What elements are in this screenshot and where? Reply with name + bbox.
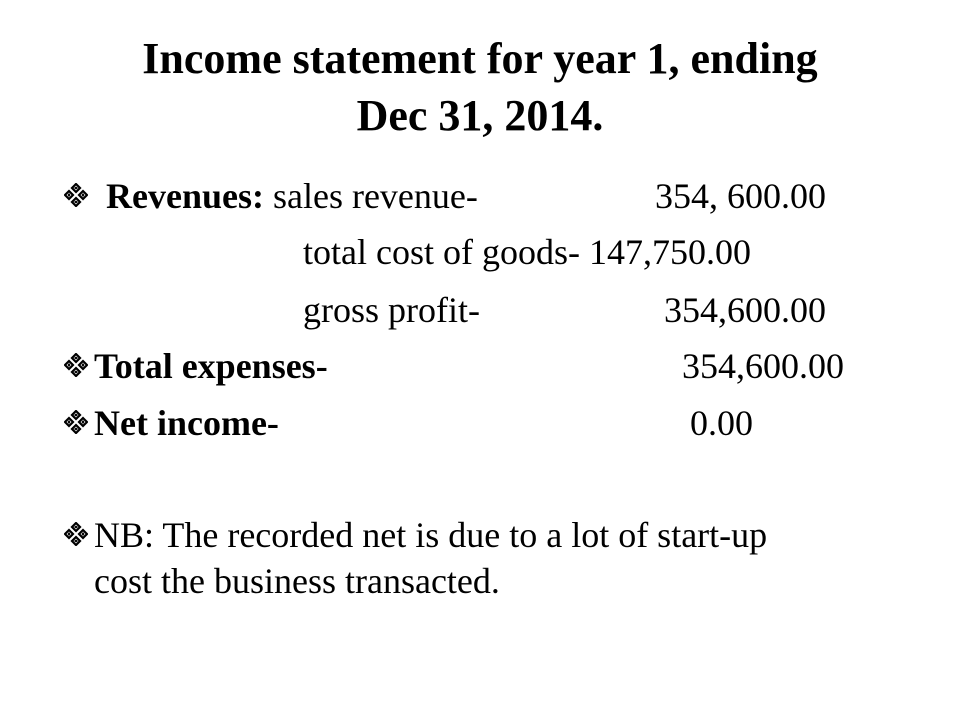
sales-revenue-label: sales revenue- — [272, 176, 478, 216]
cost-of-goods-row — [303, 232, 751, 272]
sales-revenue-amount: 354, 600.00 — [655, 176, 826, 216]
note-line-1: NB: The recorded net is due to a lot of start-up — [94, 515, 768, 555]
cost-of-goods-label: total cost of goods- — [303, 232, 580, 272]
four-diamond-bullet-icon — [64, 353, 88, 377]
net-income-amount: 0.00 — [690, 403, 753, 443]
total-expenses-amount: 354,600.00 — [682, 346, 844, 386]
four-diamond-bullet-icon — [64, 410, 88, 434]
total-expenses-label: Total expenses- — [94, 346, 328, 386]
note-line-2: cost the business transacted. — [94, 561, 500, 601]
title-line-2: Dec 31, 2014. — [356, 91, 604, 140]
four-diamond-bullet-icon — [64, 522, 88, 546]
cost-of-goods-amount: 147,750.00 — [588, 232, 751, 272]
four-diamond-bullet-icon — [64, 183, 88, 207]
gross-profit-amount: 354,600.00 — [664, 290, 826, 330]
net-income-label: Net income- — [94, 403, 279, 443]
slide-title — [0, 30, 960, 144]
gross-profit-label: gross profit- — [303, 290, 480, 330]
revenues-heading: Revenues: — [106, 176, 264, 216]
title-line-1: Income statement for year 1, ending — [142, 34, 818, 83]
revenues-row — [106, 176, 478, 216]
